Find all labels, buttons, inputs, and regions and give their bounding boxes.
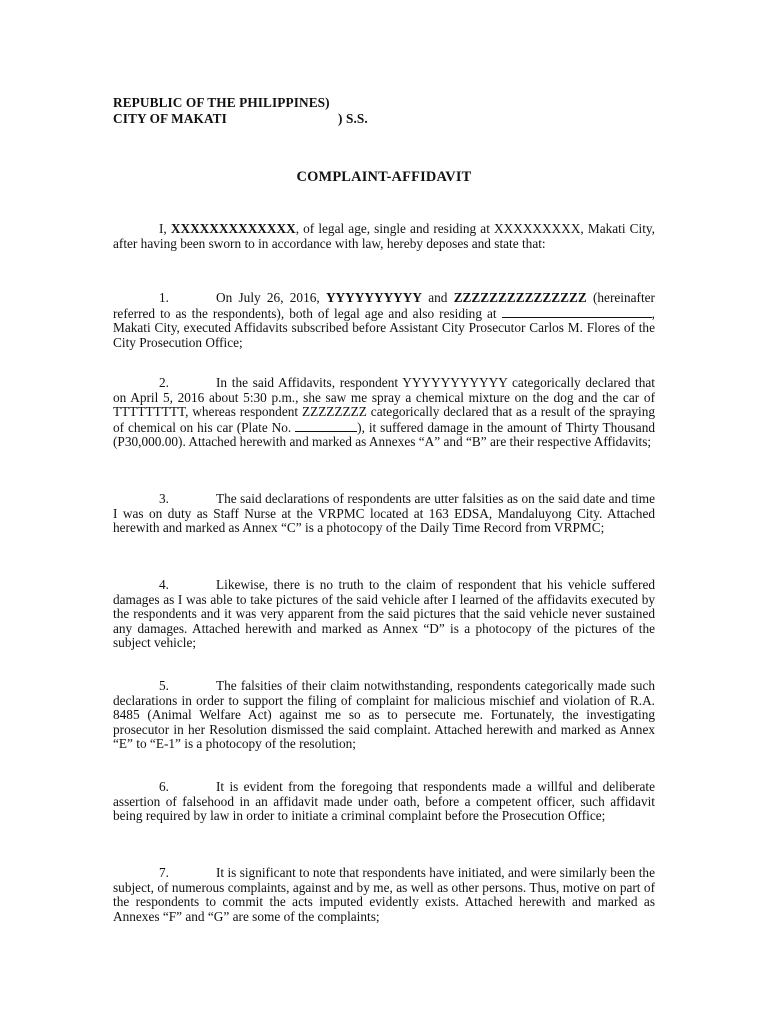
caption-city-text: CITY OF MAKATI [113, 111, 227, 126]
respondent-name-1: YYYYYYYYYY [325, 290, 422, 305]
intro-text: , of legal age, single and residing at XXXXXXXXX, Makati City, after having been sworn to in accordance with law, hereby deposes and state that: [113, 221, 656, 251]
caption-republic [113, 95, 330, 111]
paragraph-text: Likewise, there is no truth to the claim of respondent that his vehicle suffered damages as I was able to take pictures of the said vehicle after I learned of the affidavits executed by the respondents and it was very apparent from the said pictures that the said vehicle never sustained any damages. Attached herewith and marked as Annex “D” is a photocopy of the pictures of the subject vehicle; [113, 577, 655, 651]
paragraph-number: 4. [159, 577, 169, 592]
plate-number-blank-line [295, 420, 357, 432]
paragraph-3 [113, 492, 655, 536]
intro-prefix: I, [159, 221, 171, 236]
paragraph-number: 2. [159, 375, 169, 390]
paragraph-number: 5. [159, 678, 169, 693]
address-blank-line [502, 306, 652, 318]
paragraph-text: It is significant to note that respondents have initiated, and were similarly been the subject, of numerous complaints, against and by me, as well as other persons. Thus, motive on part of the respondents to commit the acts imputed evidently exists. Attached herewith and marked as Annexes “F” and “G” are some of the complaints; [113, 865, 655, 924]
caption-republic-text: REPUBLIC OF THE PHILIPPINES) [113, 95, 330, 110]
affiant-name: XXXXXXXXXXXXX [170, 221, 296, 236]
paragraph-number: 3. [159, 491, 169, 506]
paragraph-number: 7. [159, 865, 169, 880]
paragraph-5 [113, 679, 655, 752]
paragraph-text: In the said Affidavits, respondent YYYYYYYYYYY categorically declared that on April 5, 2016 about 5:30 p.m., she saw me spray a chemical mixture on the dog and the car of TTTTTTTTT, whereas respondent ZZZZZZZZ categorically declared that as a result of the spraying of chemical on his car (Plate No. [113, 375, 655, 435]
paragraph-text: It is evident from the foregoing that respondents made a willful and deliberate assertion of falsehood in an affidavit made under oath, before a competent officer, such affidavit being required by law in order to initiate a criminal complaint before the Prosecution Office; [113, 779, 655, 824]
caption-city [113, 111, 368, 127]
paragraph-text: The falsities of their claim notwithstanding, respondents categorically made such declarations in order to support the filing of complaint for malicious mischief and violation of R.A. 8485 (Animal Welfare Act) against me so as to persecute me. Fortunately, the investigating prosecutor in her Resolution dismissed the said complaint. Attached herewith and marked as Annex “E” to “E-1” is a photocopy of the resolution; [113, 678, 655, 752]
paragraph-number: 6. [159, 779, 169, 794]
paragraph-1 [113, 291, 655, 350]
caption-ss-text: ) S.S. [338, 111, 368, 126]
paragraph-text: On July 26, 2016, [216, 290, 326, 305]
intro-paragraph [113, 222, 655, 251]
document-title: COMPLAINT-AFFIDAVIT [296, 169, 472, 185]
paragraph-text: The said declarations of respondents are utter falsities as on the said date and time I was on duty as Staff Nurse at the VRPMC located at 163 EDSA, Mandaluyong City. Attached herewith and marked as Annex “C” is a photocopy of the Daily Time Record from VRPMC; [113, 491, 655, 536]
paragraph-6 [113, 780, 655, 824]
paragraph-text: ), it suffered damage in the amount of Thirty Thousand (P30,000.00). Attached herewith and marked as Annexes “A” and “B” are their respective Affidavits; [113, 419, 655, 450]
paragraph-2 [113, 376, 655, 450]
paragraph-7 [113, 866, 655, 924]
paragraph-text: (hereinafter referred to as the respondents), both of legal age and also residing at [113, 290, 655, 321]
respondent-name-2: ZZZZZZZZZZZZZZZ [453, 290, 587, 305]
paragraph-text: , Makati City, executed Affidavits subscribed before Assistant City Prosecutor Carlos M. Flores of the City Prosecution Office; [113, 305, 655, 350]
paragraph-number: 1. [159, 290, 169, 305]
paragraph-text: and [421, 290, 454, 305]
paragraph-4 [113, 578, 655, 651]
